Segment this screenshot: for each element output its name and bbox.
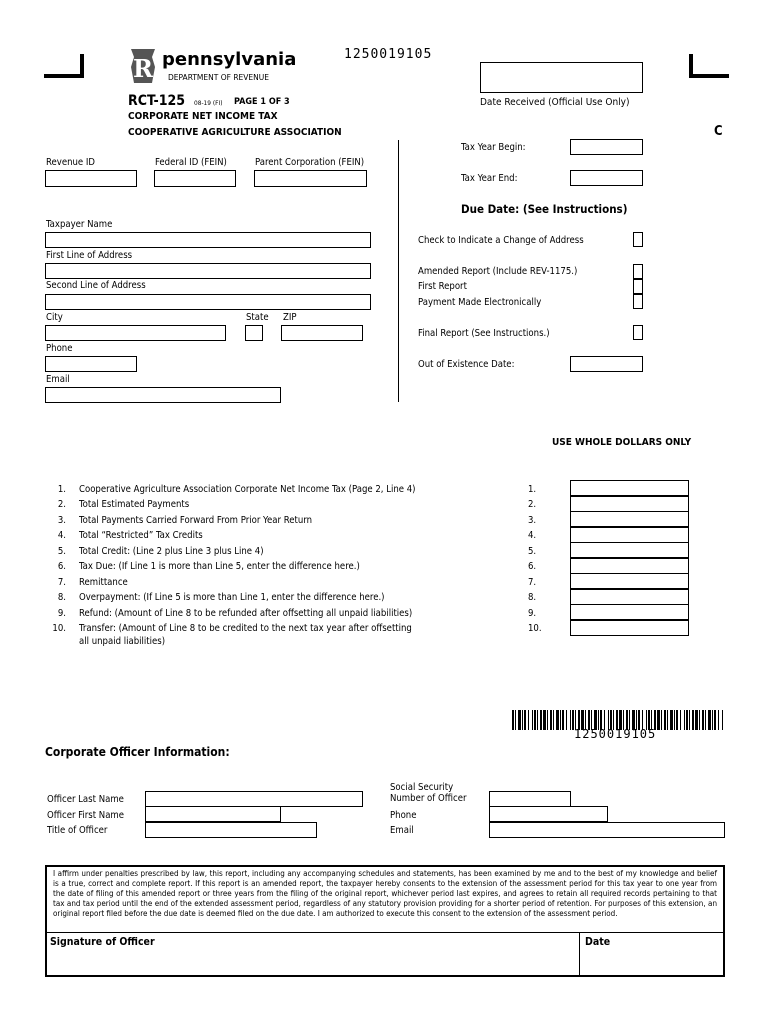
line-ref: 4. bbox=[528, 530, 537, 541]
line-amount-field[interactable] bbox=[570, 573, 689, 589]
line-amount-field[interactable] bbox=[570, 604, 689, 620]
line-description-cont: all unpaid liabilities) bbox=[79, 636, 166, 647]
email-field[interactable] bbox=[45, 387, 281, 403]
city-field[interactable] bbox=[45, 325, 226, 341]
svg-text:R: R bbox=[133, 54, 153, 83]
date-divider bbox=[579, 933, 580, 975]
officer-phone-field[interactable] bbox=[489, 806, 608, 822]
line-description: Remittance bbox=[79, 577, 128, 588]
date-label: Date bbox=[585, 936, 611, 948]
page-indicator: PAGE 1 OF 3 bbox=[234, 97, 290, 107]
officer-phone-label: Phone bbox=[390, 810, 417, 821]
officer-first-name-label: Officer First Name bbox=[47, 810, 125, 821]
line-amount-field[interactable] bbox=[570, 620, 689, 636]
officer-title-label: Title of Officer bbox=[47, 825, 108, 836]
officer-email-label: Email bbox=[390, 825, 414, 836]
line-number: 7. bbox=[57, 577, 66, 588]
officer-heading: Corporate Officer Information: bbox=[45, 745, 230, 759]
state-field[interactable] bbox=[245, 325, 263, 341]
line-ref: 3. bbox=[528, 515, 537, 526]
logo-department: DEPARTMENT OF REVENUE bbox=[168, 73, 269, 82]
tax-year-begin-field[interactable] bbox=[570, 139, 643, 155]
line-number: 9. bbox=[57, 608, 66, 619]
section-divider bbox=[398, 140, 399, 402]
first-report-label: First Report bbox=[418, 281, 467, 292]
line-ref: 8. bbox=[528, 592, 537, 603]
out-of-existence-field[interactable] bbox=[570, 356, 643, 372]
doc-number: 1250019105 bbox=[344, 47, 433, 62]
signature-field[interactable] bbox=[47, 950, 577, 974]
final-report-label: Final Report (See Instructions.) bbox=[418, 328, 550, 339]
tax-year-end-label: Tax Year End: bbox=[461, 173, 518, 184]
line-amount-field[interactable] bbox=[570, 527, 689, 543]
tax-year-end-field[interactable] bbox=[570, 170, 643, 186]
email-label: Email bbox=[46, 374, 70, 385]
zip-field[interactable] bbox=[281, 325, 363, 341]
edge-letter: C bbox=[714, 124, 723, 139]
line-number: 6. bbox=[57, 561, 66, 572]
parent-fein-field[interactable] bbox=[254, 170, 367, 187]
revenue-id-field[interactable] bbox=[45, 170, 137, 187]
officer-ssn-field[interactable] bbox=[489, 791, 571, 807]
line-description: Transfer: (Amount of Line 8 to be credited to the next tax year after offsetting bbox=[79, 623, 412, 634]
taxpayer-name-field[interactable] bbox=[45, 232, 371, 248]
line-description: Total Estimated Payments bbox=[79, 499, 190, 510]
line-amount-field[interactable] bbox=[570, 480, 689, 496]
line-number: 10. bbox=[52, 623, 66, 634]
amended-report-checkbox[interactable] bbox=[633, 264, 643, 279]
address-line1-field[interactable] bbox=[45, 263, 371, 279]
officer-first-name-field[interactable] bbox=[145, 806, 281, 822]
change-address-checkbox[interactable] bbox=[633, 232, 643, 247]
officer-ssn-label-cont: Number of Officer bbox=[390, 793, 467, 804]
line-description: Cooperative Agriculture Association Corporate Net Income Tax (Page 2, Line 4) bbox=[79, 484, 416, 495]
phone-label: Phone bbox=[46, 343, 73, 354]
line-ref: 1. bbox=[528, 484, 537, 495]
payment-electronic-checkbox[interactable] bbox=[633, 294, 643, 309]
line-amount-field[interactable] bbox=[570, 558, 689, 574]
signature-divider bbox=[47, 932, 723, 933]
line-description: Overpayment: (If Line 5 is more than Line 1, enter the difference here.) bbox=[79, 592, 385, 603]
line-number: 8. bbox=[57, 592, 66, 603]
form-id: RCT-125 bbox=[128, 93, 185, 109]
payment-electronic-label: Payment Made Electronically bbox=[418, 297, 542, 308]
line-description: Total “Restricted” Tax Credits bbox=[79, 530, 203, 541]
corner-mark-right bbox=[689, 54, 729, 78]
affirmation-text: I affirm under penalties prescribed by law, this report, including any accompanying schedules and statements, has been examined by me and to the best of my knowledge and belief is a true, correct and complete report. If this report is an amended report, the taxpayer hereby consents to the extension of the assessment period for this tax year to one year from the date of filing of this amended report or three years from the filing of the original report, whichever period last expires, and agrees to retain all required records pertaining to that tax and tax period until the end of the extended assessment period, regardless of any statutory provision providing for a shorter period of retention. For purposes of this extension, an original report filed before the due date is deemed filed on the due date. I am authorized to execute this consent to the extension of the assessment period. bbox=[53, 869, 717, 918]
state-label: State bbox=[246, 312, 269, 323]
line-number: 5. bbox=[57, 546, 66, 557]
line-ref: 2. bbox=[528, 499, 537, 510]
address-line1-label: First Line of Address bbox=[46, 250, 133, 261]
officer-last-name-field[interactable] bbox=[145, 791, 363, 807]
final-report-checkbox[interactable] bbox=[633, 325, 643, 340]
line-amount-field[interactable] bbox=[570, 496, 689, 512]
line-amount-field[interactable] bbox=[570, 589, 689, 605]
phone-field[interactable] bbox=[45, 356, 137, 372]
change-address-label: Check to Indicate a Change of Address bbox=[418, 235, 584, 246]
barcode-number: 1250019105 bbox=[574, 727, 657, 741]
form-revision: 08-19 (FI) bbox=[194, 99, 223, 107]
due-date-heading: Due Date: (See Instructions) bbox=[461, 202, 628, 216]
fein-label: Federal ID (FEIN) bbox=[155, 157, 227, 168]
officer-email-field[interactable] bbox=[489, 822, 725, 838]
first-report-checkbox[interactable] bbox=[633, 279, 643, 294]
officer-title-field[interactable] bbox=[145, 822, 317, 838]
line-number: 2. bbox=[57, 499, 66, 510]
revenue-id-label: Revenue ID bbox=[46, 157, 95, 168]
signature-date-field[interactable] bbox=[582, 950, 722, 974]
fein-field[interactable] bbox=[154, 170, 236, 187]
line-ref: 5. bbox=[528, 546, 537, 557]
line-amount-field[interactable] bbox=[570, 511, 689, 527]
zip-label: ZIP bbox=[283, 312, 297, 323]
date-received-box[interactable] bbox=[480, 62, 643, 93]
taxpayer-name-label: Taxpayer Name bbox=[46, 219, 113, 230]
line-number: 3. bbox=[57, 515, 66, 526]
line-ref: 9. bbox=[528, 608, 537, 619]
parent-fein-label: Parent Corporation (FEIN) bbox=[255, 157, 365, 168]
form-title-line2: COOPERATIVE AGRICULTURE ASSOCIATION bbox=[128, 127, 342, 138]
line-description: Refund: (Amount of Line 8 to be refunded after offsetting all unpaid liabilities) bbox=[79, 608, 413, 619]
officer-ssn-label: Social Security bbox=[390, 782, 454, 793]
line-ref: 6. bbox=[528, 561, 537, 572]
date-received-label: Date Received (Official Use Only) bbox=[480, 97, 630, 108]
line-description: Tax Due: (If Line 1 is more than Line 5, enter the difference here.) bbox=[79, 561, 360, 572]
city-label: City bbox=[46, 312, 63, 323]
line-number: 1. bbox=[57, 484, 66, 495]
corner-mark-left bbox=[44, 54, 84, 78]
address-line2-field[interactable] bbox=[45, 294, 371, 310]
line-description: Total Credit: (Line 2 plus Line 3 plus Line 4) bbox=[79, 546, 264, 557]
line-ref: 10. bbox=[528, 623, 542, 634]
logo-state-name: pennsylvania bbox=[162, 49, 297, 70]
keystone-logo-icon bbox=[128, 47, 158, 85]
line-description: Total Payments Carried Forward From Prior Year Return bbox=[79, 515, 313, 526]
amended-report-label: Amended Report (Include REV-1175.) bbox=[418, 266, 578, 277]
officer-last-name-label: Officer Last Name bbox=[47, 794, 124, 805]
signature-label: Signature of Officer bbox=[50, 936, 155, 948]
form-title-line1: CORPORATE NET INCOME TAX bbox=[128, 111, 278, 122]
whole-dollars-note: USE WHOLE DOLLARS ONLY bbox=[552, 437, 692, 448]
out-of-existence-label: Out of Existence Date: bbox=[418, 359, 515, 370]
tax-year-begin-label: Tax Year Begin: bbox=[461, 142, 526, 153]
line-ref: 7. bbox=[528, 577, 537, 588]
line-amount-field[interactable] bbox=[570, 542, 689, 558]
address-line2-label: Second Line of Address bbox=[46, 280, 146, 291]
line-number: 4. bbox=[57, 530, 66, 541]
